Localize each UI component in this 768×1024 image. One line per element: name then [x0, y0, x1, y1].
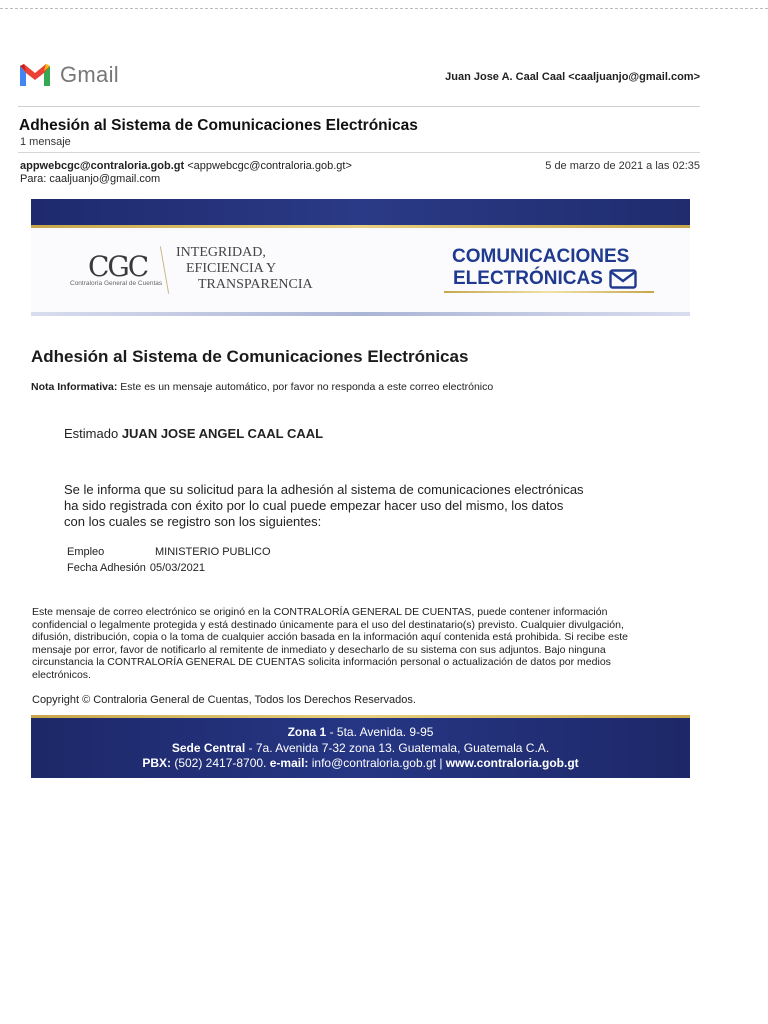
footer-line-sede — [31, 741, 690, 757]
footer-email-label: e-mail: — [266, 756, 309, 770]
thread-subject: Adhesión al Sistema de Comunicaciones Electrónicas — [19, 117, 418, 134]
message-count: 1 mensaje — [20, 136, 71, 148]
disclaimer-line: electrónicos. — [32, 668, 91, 681]
footer-sede-text: - 7a. Avenida 7-32 zona 13. Guatemala, Guatemala C.A. — [245, 740, 550, 755]
body-title: Adhesión al Sistema de Comunicaciones Electrónicas — [31, 347, 469, 366]
legal-disclaimer — [32, 606, 697, 681]
gmail-wordmark: Gmail — [60, 62, 119, 87]
detail-row-fecha — [67, 560, 271, 576]
disclaimer-line: confidencial o legalmente protegida y está destinado únicamente para el uso del destinatario(s) previsto. Cualquier divulgación, — [32, 618, 624, 631]
banner-top-band — [31, 199, 690, 225]
account-label: Juan Jose A. Caal Caal <caaljuanjo@gmail.com> — [445, 71, 700, 83]
footer-zona-label: Zona 1 — [287, 725, 327, 739]
message-date: 5 de marzo de 2021 a las 02:35 — [545, 160, 700, 172]
gmail-logo — [18, 62, 119, 88]
banner-motto — [176, 245, 313, 293]
detail-value: MINISTERIO PUBLICO — [155, 546, 271, 558]
body-paragraph — [64, 482, 664, 530]
paragraph-line: Se le informa que su solicitud para la adhesión al sistema de comunicaciones electrónicas — [64, 482, 584, 497]
recipient-line: Para: caaljuanjo@gmail.com — [20, 173, 161, 185]
note-text: Este es un mensaje automático, por favor no responda a este correo electrónico — [117, 381, 494, 393]
divider — [18, 106, 700, 107]
sender-line — [20, 160, 352, 172]
footer-website-link[interactable]: www.contraloria.gob.gt — [445, 756, 579, 770]
footer-sede-label: Sede Central — [171, 740, 246, 755]
divider — [18, 152, 700, 153]
footer-zona-text: - 5ta. Avenida. 9-95 — [326, 725, 434, 739]
banner-title-line2: ELECTRÓNICAS — [453, 268, 603, 289]
disclaimer-line: mensaje por error, favor de notificarlo al remitente de inmediato y desecharlo de su sistema con sus adjuntos. Bajo ninguna — [32, 643, 606, 656]
footer-banner — [31, 718, 690, 778]
footer-line-contact — [31, 756, 690, 772]
note-label: Nota Informativa: — [31, 381, 118, 393]
detail-label: Fecha Adhesión — [67, 562, 146, 574]
detail-row-empleo — [67, 544, 271, 560]
sender-email[interactable]: appwebcgc@contraloria.gob.gt — [20, 160, 185, 172]
greeting — [64, 426, 323, 441]
recipient-name: JUAN JOSE ANGEL CAAL CAAL — [121, 426, 324, 441]
greeting-prefix: Estimado — [64, 426, 122, 441]
paragraph-line: con los cuales se registro son los siguientes: — [64, 514, 322, 529]
footer-line-address — [31, 725, 690, 741]
motto-line: INTEGRIDAD, — [176, 245, 266, 260]
disclaimer-line: Este mensaje de correo electrónico se originó en la CONTRALORÍA GENERAL DE CUENTAS, puede contener información — [32, 606, 608, 618]
copyright: Copyright © Contraloria General de Cuentas, Todos los Derechos Reservados. — [32, 694, 416, 706]
informative-note — [31, 381, 493, 393]
footer-email-value[interactable]: info@contraloria.gob.gt | — [308, 756, 446, 770]
envelope-icon — [609, 269, 637, 289]
registration-details — [67, 544, 271, 576]
sender-full-address: <appwebcgc@contraloria.gob.gt> — [187, 160, 352, 172]
banner-title — [452, 246, 637, 290]
footer-pbx-label: PBX: — [142, 756, 171, 770]
gmail-m-icon — [18, 62, 52, 88]
paragraph-line: ha sido registrada con éxito por lo cual puede empezar hacer uso del mismo, los datos — [64, 498, 564, 513]
banner-title-line1: COMUNICACIONES — [452, 246, 630, 267]
disclaimer-line: circunstancia la CONTRALORÍA GENERAL DE CUENTAS solicita información personal o actualización de datos por medios — [32, 656, 611, 668]
banner-bottom-band — [31, 312, 690, 316]
disclaimer-line: difusión, distribución, copia o la toma de cualquier acción basada en la información aquí contenida está prohibida. Si recibe este — [32, 631, 628, 643]
page-top-rule — [0, 8, 768, 9]
motto-line: TRANSPARENCIA — [198, 277, 313, 292]
motto-line: EFICIENCIA Y — [186, 261, 277, 276]
cgc-logo-caption: Contraloría General de Cuentas — [70, 280, 163, 287]
detail-label: Empleo — [67, 546, 105, 558]
cgc-logo-mark: CGC — [88, 250, 148, 283]
footer-pbx-value: (502) 2417-8700. — [170, 756, 267, 770]
banner-title-underline — [444, 291, 654, 293]
detail-value: 05/03/2021 — [149, 562, 205, 574]
